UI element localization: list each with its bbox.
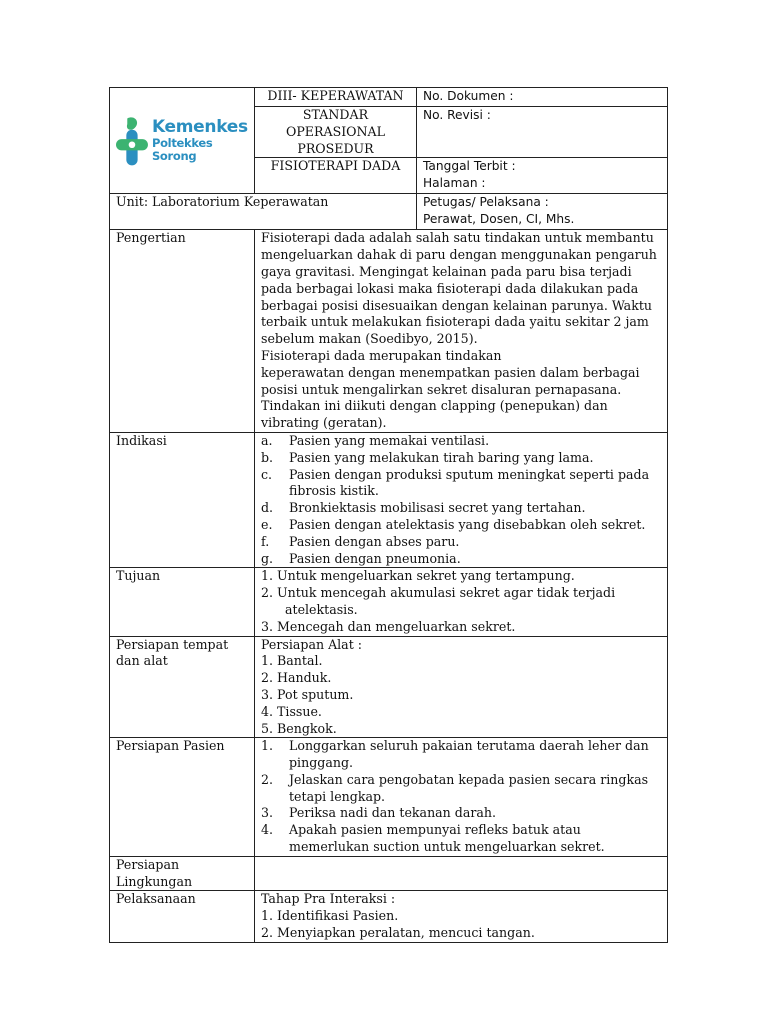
- list-item: [261, 450, 661, 467]
- petugas: [417, 194, 668, 230]
- row-label: Pengertian: [110, 230, 255, 433]
- list-text: Pasien dengan abses paru.: [289, 533, 460, 549]
- list-marker: 3.: [261, 805, 274, 821]
- pengertian-content: [255, 230, 668, 433]
- pengertian-paragraph: Fisioterapi dada adalah salah satu tindakan untuk membantu mengeluarkan dahak di paru dengan menggunakan pengaruh gaya gravitasi. Mengingat kelainan pada paru bisa terjadi pada berbagai lokasi maka fisioterapi dada dilakukan pada berbagai posisi disesuaikan dengan kelainan parunya. Waktu terbaik untuk melakukan fisioterapi dada yaitu sekitar 2 jam sebelum makan (Soedibyo, 2015).: [261, 230, 657, 347]
- list-item: [261, 805, 661, 822]
- row-label-line: Persiapan tempat: [116, 636, 229, 652]
- persiapan-pasien-list: [261, 738, 661, 856]
- persiapan-alat-heading: Persiapan Alat :: [261, 636, 363, 652]
- pelaksanaan-item: 1. Identifikasi Pasien.: [261, 908, 399, 924]
- list-text: Bronkiektasis mobilisasi secret yang tertahan.: [289, 500, 586, 516]
- list-text: Apakah pasien mempunyai refleks batuk atau memerlukan suction untuk mengeluarkan sekret.: [289, 822, 605, 855]
- list-marker: 1.: [261, 738, 274, 754]
- kemenkes-logo: [110, 113, 254, 169]
- row-pelaksanaan: [110, 891, 668, 942]
- list-text: Pasien dengan produksi sputum meningkat seperti pada fibrosis kistik.: [289, 466, 650, 499]
- pelaksanaan-heading: Tahap Pra Interaksi :: [261, 891, 396, 907]
- row-persiapan-lingkungan: [110, 856, 668, 891]
- sop-title: [255, 107, 417, 158]
- list-marker: d.: [261, 500, 274, 516]
- row-label-line: Lingkungan: [116, 873, 193, 889]
- no-revisi: No. Revisi :: [417, 107, 668, 158]
- procedure-name: FISIOTERAPI DADA: [255, 158, 417, 194]
- persiapan-pasien-content: [255, 738, 668, 857]
- persiapan-alat-content: [255, 636, 668, 738]
- row-label-line: Persiapan: [116, 856, 180, 872]
- list-text: Jelaskan cara pengobatan kepada pasien secara ringkas tetapi lengkap.: [289, 771, 649, 804]
- list-item: [261, 822, 661, 856]
- tanggal-terbit: Tanggal Terbit :: [423, 159, 516, 174]
- indikasi-content: [255, 432, 668, 567]
- list-marker: e.: [261, 516, 273, 532]
- list-text: Pasien yang melakukan tirah baring yang lama.: [289, 449, 594, 465]
- list-marker: b.: [261, 449, 274, 465]
- list-text: Periksa nadi dan tekanan darah.: [289, 805, 497, 821]
- list-item: [261, 551, 661, 568]
- alat-item: 5. Bengkok.: [261, 720, 337, 736]
- list-marker: g.: [261, 550, 274, 566]
- row-label: Tujuan: [110, 568, 255, 636]
- petugas-value: Perawat, Dosen, CI, Mhs.: [423, 212, 575, 227]
- tujuan-item: 1. Untuk mengeluarkan sekret yang tertampung.: [261, 568, 575, 584]
- list-item: [261, 738, 661, 772]
- sop-table: [109, 87, 668, 943]
- logo-line1: Kemenkes: [151, 116, 248, 137]
- unit: Unit: Laboratorium Keperawatan: [110, 194, 417, 230]
- row-persiapan-pasien: [110, 738, 668, 857]
- alat-item: 4. Tissue.: [261, 703, 322, 719]
- tujuan-item: 2. Untuk mencegah akumulasi sekret agar tidak terjadi: [261, 585, 616, 601]
- halaman: Halaman :: [423, 176, 486, 191]
- program-name: DIII- KEPERAWATAN: [255, 88, 417, 107]
- pengertian-paragraph-line: Fisioterapi dada merupakan tindakan: [261, 347, 502, 363]
- alat-item: 1. Bantal.: [261, 653, 323, 669]
- row-persiapan-alat: [110, 636, 668, 738]
- list-marker: f.: [261, 533, 270, 549]
- row-label-line: dan alat: [116, 653, 168, 669]
- list-marker: 2.: [261, 771, 274, 787]
- list-item: [261, 772, 661, 806]
- row-label: Indikasi: [110, 432, 255, 567]
- list-item: [261, 500, 661, 517]
- list-text: Pasien dengan atelektasis yang disebabkan oleh sekret.: [289, 516, 646, 532]
- alat-item: 3. Pot sputum.: [261, 686, 354, 702]
- list-text: Pasien yang memakai ventilasi.: [289, 432, 490, 448]
- list-text: Longgarkan seluruh pakaian terutama daerah leher dan pinggang.: [289, 738, 649, 771]
- pelaksanaan-item: 2. Menyiapkan peralatan, mencuci tangan.: [261, 925, 535, 941]
- indikasi-list: [261, 433, 661, 567]
- tujuan-item-continuation: atelektasis.: [285, 601, 358, 617]
- row-label: Persiapan Pasien: [110, 738, 255, 857]
- no-dokumen: No. Dokumen :: [417, 88, 668, 107]
- list-item: [261, 534, 661, 551]
- list-item: [261, 517, 661, 534]
- logo-cell: [110, 88, 255, 194]
- sop-title-line: OPERASIONAL: [286, 123, 385, 139]
- tujuan-item: 3. Mencegah dan mengeluarkan sekret.: [261, 618, 516, 634]
- row-tujuan: [110, 568, 668, 636]
- petugas-label: Petugas/ Pelaksana :: [423, 195, 549, 210]
- alat-item: 2. Handuk.: [261, 670, 332, 686]
- list-item: [261, 467, 661, 501]
- row-pengertian: [110, 230, 668, 433]
- sop-title-line: PROSEDUR: [297, 140, 374, 156]
- list-text: Pasien dengan pneumonia.: [289, 550, 461, 566]
- row-label: [110, 636, 255, 738]
- list-marker: 4.: [261, 822, 274, 838]
- row-label: [110, 856, 255, 891]
- row-indikasi: [110, 432, 668, 567]
- kemenkes-emblem-icon: [116, 113, 148, 169]
- pelaksanaan-content: [255, 891, 668, 942]
- row-label: Pelaksanaan: [110, 891, 255, 942]
- tujuan-content: [255, 568, 668, 636]
- persiapan-lingkungan-content: [255, 856, 668, 891]
- pengertian-paragraph: keperawatan dengan menempatkan pasien dalam berbagai posisi untuk mengalirkan sekret disaluran pernapasana. Tindakan ini diikuti dengan clapping (penepukan) dan vibrating (geratan).: [261, 364, 640, 431]
- terbit-halaman: [417, 158, 668, 194]
- list-item: [261, 433, 661, 450]
- list-marker: c.: [261, 466, 273, 482]
- list-marker: a.: [261, 432, 273, 448]
- logo-line2: Poltekkes Sorong: [151, 136, 213, 164]
- sop-title-line: STANDAR: [302, 107, 369, 122]
